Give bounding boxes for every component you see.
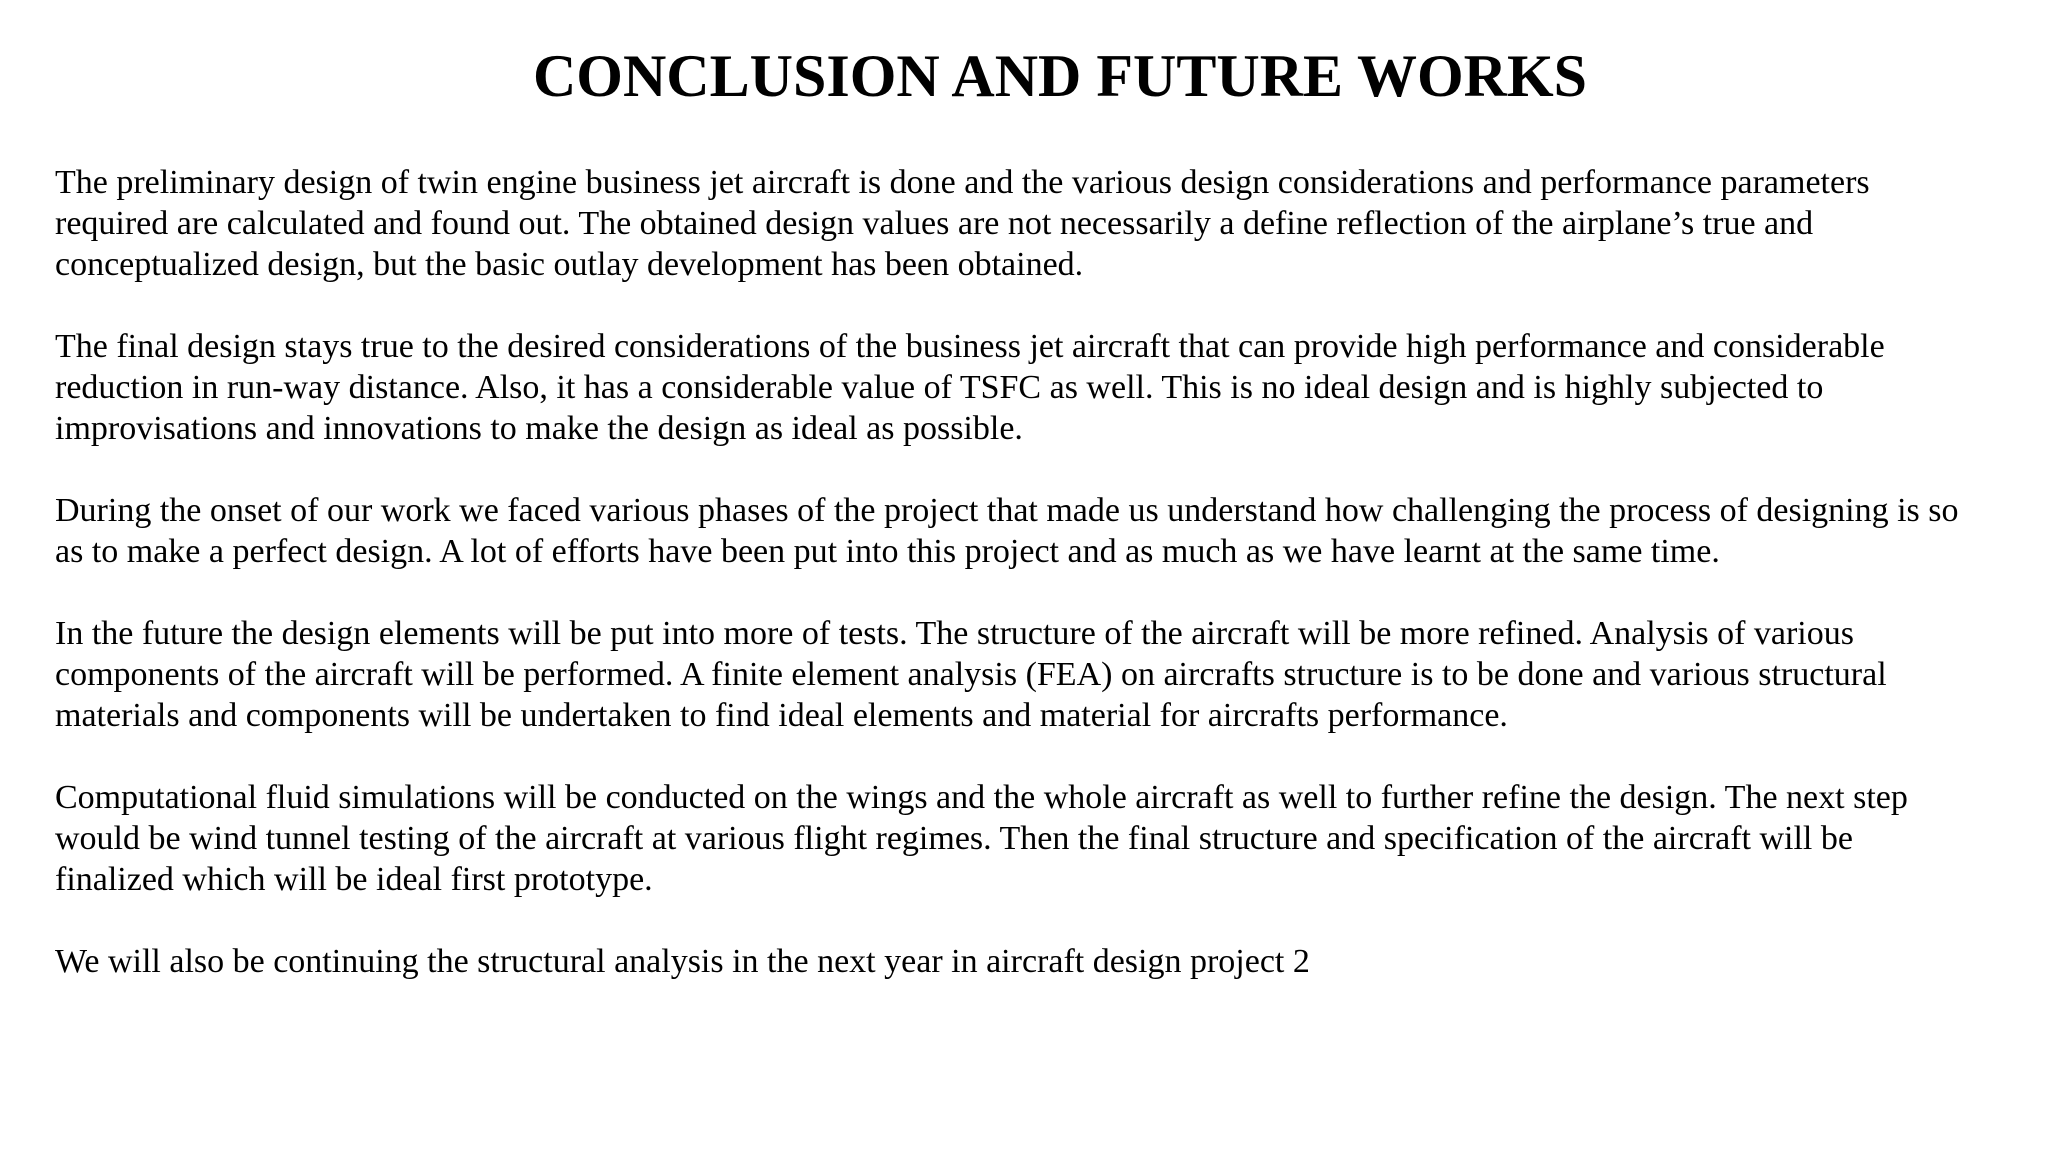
paragraph-future-cfd: Computational fluid simulations will be conducted on the wings and the whole aircraft as well to further refine the design. The next step would be wind tunnel testing of the aircraft at various flight regimes. Then the final structure and specification of the aircraft will be finalized which will be ideal first prototype. [55, 779, 1908, 898]
paragraph-next-year: We will also be continuing the structural analysis in the next year in aircraft design project 2 [55, 943, 1310, 980]
slide-title: CONCLUSION AND FUTURE WORKS [532, 43, 1588, 109]
paragraph-final-design: The final design stays true to the desired considerations of the business jet aircraft that can provide high performance and considerable reduction in run-way distance. Also, it has a considerable value of TSFC as well. This is no ideal design and is highly subjected to improvisations and innovations to make the design as ideal as possible. [55, 328, 1885, 447]
slide-body [55, 162, 2015, 982]
paragraph-summary: The preliminary design of twin engine business jet aircraft is done and the various design considerations and performance parameters required are calculated and found out. The obtained design values are not necessarily a define reflection of the airplane’s true and conceptualized design, but the basic outlay development has been obtained. [55, 164, 1870, 283]
paragraph-future-structure: In the future the design elements will be put into more of tests. The structure of the aircraft will be more refined. Analysis of various components of the aircraft will be performed. A finite element analysis (FEA) on aircrafts structure is to be done and various structural materials and components will be undertaken to find ideal elements and material for aircrafts performance. [55, 615, 1887, 734]
paragraph-challenges: During the onset of our work we faced various phases of the project that made us understand how challenging the process of designing is so as to make a perfect design. A lot of efforts have been put into this project and as much as we have learnt at the same time. [55, 492, 1959, 570]
